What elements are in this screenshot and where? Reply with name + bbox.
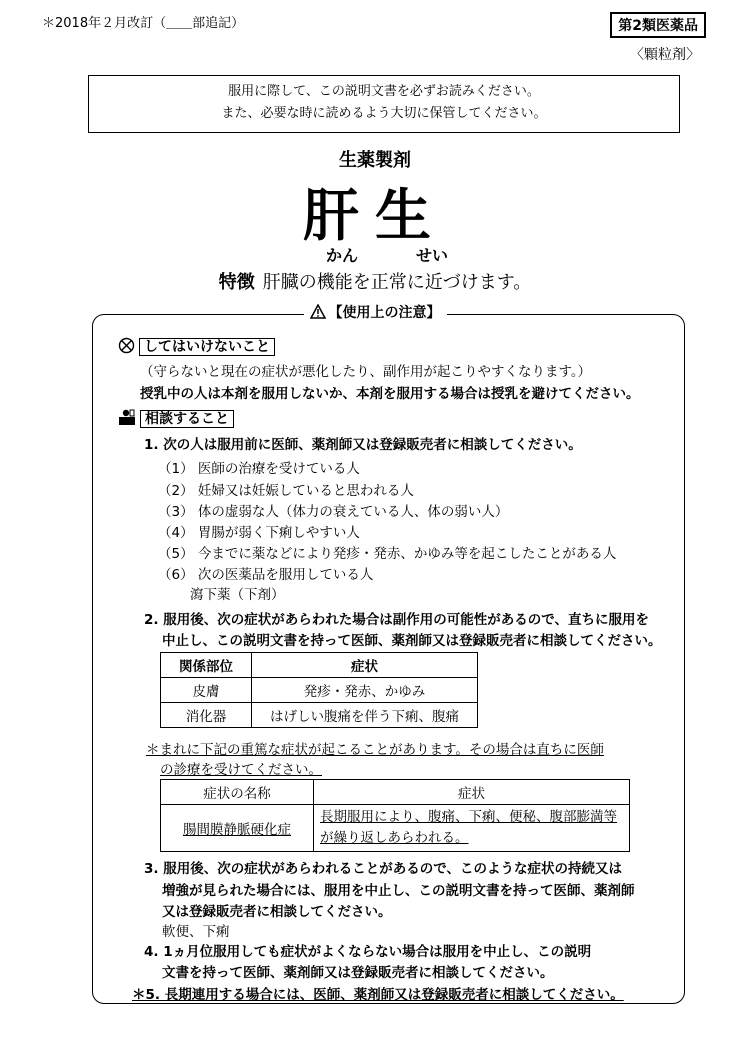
table-header-row <box>161 780 630 805</box>
consult-item-4-line-1: 4. 1ヵ月位服用しても症状がよくならない場合は服用を中止し、この説明 <box>144 944 592 960</box>
consult-item-2-line-1: 2. 服用後、次の症状があらわれた場合は副作用の可能性があるので、直ちに服用を <box>144 612 649 628</box>
dont-heading: してはいけないこと <box>139 338 275 356</box>
prohibited-icon <box>118 337 135 354</box>
product-feature <box>0 268 750 294</box>
table-cell: 発疹・発赤、かゆみ <box>252 678 478 703</box>
precautions-title <box>0 302 750 322</box>
feature-label: 特徴 <box>218 272 255 293</box>
rare-note-line-2: の診療を受けてください。 <box>160 762 322 778</box>
notice-line-2: また、必要な時に読めるよう大切に保管してください。 <box>221 106 547 121</box>
consult-sub-2: （2） 妊婦又は妊娠していると思われる人 <box>158 483 414 499</box>
table-header-row <box>161 653 478 678</box>
table-cell <box>314 805 630 852</box>
consult-item-5: ＊5. 長期連用する場合には、医師、薬剤師又は登録販売者に相談してください。 <box>132 987 624 1003</box>
rare-note-line-1: ＊まれに下記の重篤な症状が起こることがあります。その場合は直ちに医師 <box>146 742 604 758</box>
table-header-cell: 症状 <box>314 780 630 805</box>
consult-item-3-detail: 軟便、下痢 <box>162 924 230 940</box>
condition-symptom-line-2: が繰り返しあらわれる。 <box>320 830 469 846</box>
condition-name: 腸間膜静脈硬化症 <box>183 822 291 838</box>
serious-effects-table <box>160 779 630 852</box>
precautions-title-text: 【使用上の注意】 <box>328 305 441 321</box>
consult-item-3-line-2: 増強が見られた場合には、服用を中止し、この説明文書を持って医師、薬剤師 <box>162 883 635 899</box>
table-header-cell: 症状 <box>252 653 478 678</box>
warning-icon <box>310 304 326 319</box>
product-category: 生薬製剤 <box>339 150 411 171</box>
feature-text: 肝臓の機能を正常に近づけます。 <box>262 272 532 293</box>
consult-heading: 相談すること <box>140 410 234 428</box>
consult-item-3-line-1: 3. 服用後、次の症状があらわれることがあるので、このような症状の持続又は <box>144 861 622 877</box>
dont-note: （守らないと現在の症状が悪化したり、副作用が起こりやすくなります。） <box>140 364 592 380</box>
consult-item-4-line-2: 文書を持って医師、薬剤師又は登録販売者に相談してください。 <box>162 965 554 981</box>
product-reading-2: せい <box>416 246 449 265</box>
condition-symptom-line-1: 長期服用により、腹痛、下痢、便秘、腹部膨満等 <box>320 809 617 825</box>
table-header-cell: 症状の名称 <box>161 780 314 805</box>
notice-line-1: 服用に際して、この説明文書を必ずお読みください。 <box>228 84 540 99</box>
table-header-cell: 関係部位 <box>161 653 252 678</box>
consult-sub-6: （6） 次の医薬品を服用している人 <box>158 567 374 583</box>
consult-item-1: 1. 次の人は服用前に医師、薬剤師又は登録販売者に相談してください。 <box>144 437 582 453</box>
table-cell: はげしい腹痛を伴う下痢、腹痛 <box>252 703 478 728</box>
consult-sub-6-detail: 瀉下薬（下剤） <box>190 587 285 603</box>
table-cell <box>161 805 314 852</box>
consult-sub-3: （3） 体の虚弱な人（体力の衰えている人、体の弱い人） <box>158 504 509 520</box>
revision-note: ＊2018年２月改訂（＿＿部追記） <box>42 16 245 31</box>
pharmacist-icon <box>118 408 136 426</box>
table-row <box>161 805 630 852</box>
table-cell: 皮膚 <box>161 678 252 703</box>
consult-section-heading <box>118 408 234 428</box>
consult-sub-5: （5） 今までに薬などにより発疹・発赤、かゆみ等を起こしたことがある人 <box>158 546 617 562</box>
table-row <box>161 703 478 728</box>
side-effects-table <box>160 652 478 728</box>
dosage-form: 〈顆粒剤〉 <box>630 47 700 63</box>
table-row <box>161 678 478 703</box>
dont-section-heading <box>118 336 275 356</box>
consult-sub-4: （4） 胃腸が弱く下痢しやすい人 <box>158 525 360 541</box>
product-name: 肝生 <box>303 183 447 249</box>
category-badge: 第2類医薬品 <box>610 12 706 38</box>
notice-box <box>88 75 680 133</box>
consult-item-3-line-3: 又は登録販売者に相談してください。 <box>162 904 392 920</box>
product-reading-1: かん <box>326 246 359 265</box>
dont-item: 授乳中の人は本剤を服用しないか、本剤を服用する場合は授乳を避けてください。 <box>140 386 640 402</box>
consult-item-2-line-2: 中止し、この説明文書を持って医師、薬剤師又は登録販売者に相談してください。 <box>162 633 662 649</box>
table-cell: 消化器 <box>161 703 252 728</box>
consult-sub-1: （1） 医師の治療を受けている人 <box>158 461 360 477</box>
